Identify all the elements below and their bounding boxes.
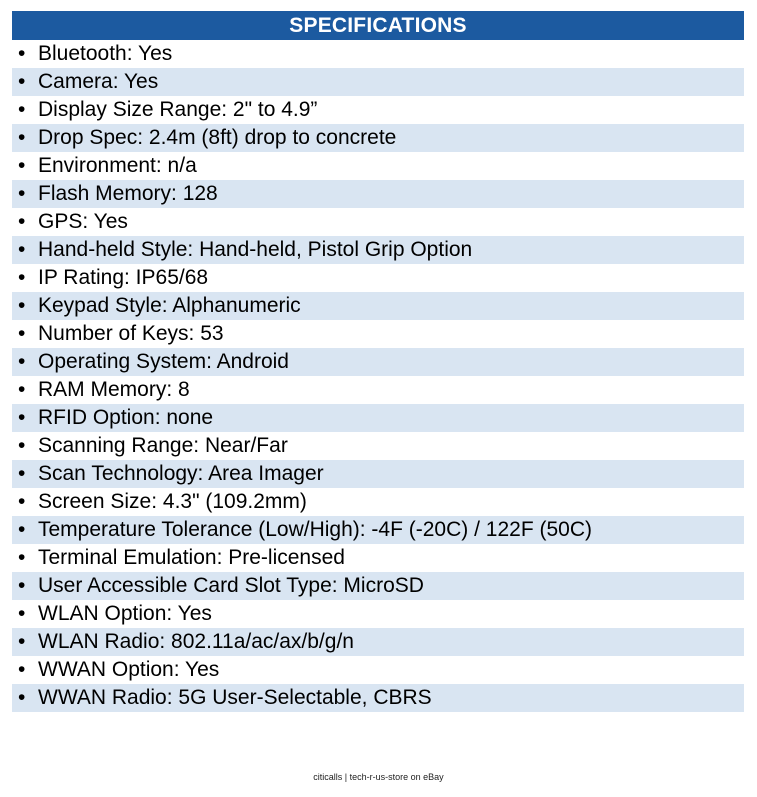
spec-row — [12, 432, 744, 460]
spec-row — [12, 236, 744, 264]
spec-row — [12, 152, 744, 180]
spec-text: WWAN Radio: 5G User-Selectable, CBRS — [38, 686, 432, 709]
spec-row — [12, 96, 744, 124]
bullet-icon: • — [18, 70, 26, 93]
bullet-icon: • — [18, 350, 26, 373]
specifications-list — [12, 40, 744, 712]
spec-row — [12, 628, 744, 656]
spec-text: Screen Size: 4.3" (109.2mm) — [38, 490, 307, 513]
spec-text: IP Rating: IP65/68 — [38, 266, 209, 289]
bullet-icon: • — [18, 658, 26, 681]
spec-row — [12, 376, 744, 404]
spec-row — [12, 208, 744, 236]
bullet-icon: • — [18, 42, 26, 65]
spec-row — [12, 292, 744, 320]
spec-text: Number of Keys: 53 — [38, 322, 224, 345]
bullet-icon: • — [18, 546, 26, 569]
spec-text: Keypad Style: Alphanumeric — [38, 294, 301, 317]
spec-row — [12, 320, 744, 348]
bullet-icon: • — [18, 294, 26, 317]
bullet-icon: • — [18, 574, 26, 597]
bullet-icon: • — [18, 182, 26, 205]
spec-text: WWAN Option: Yes — [38, 658, 220, 681]
spec-row — [12, 488, 744, 516]
bullet-icon: • — [18, 686, 26, 709]
spec-text: User Accessible Card Slot Type: MicroSD — [38, 574, 424, 597]
spec-row — [12, 348, 744, 376]
bullet-icon: • — [18, 462, 26, 485]
bullet-icon: • — [18, 602, 26, 625]
spec-row — [12, 656, 744, 684]
spec-text: Bluetooth: Yes — [38, 42, 173, 65]
bullet-icon: • — [18, 126, 26, 149]
bullet-icon: • — [18, 518, 26, 541]
bullet-icon: • — [18, 406, 26, 429]
spec-text: Operating System: Android — [38, 350, 289, 373]
spec-text: Temperature Tolerance (Low/High): -4F (-20C) / 122F (50C) — [38, 518, 592, 541]
bullet-icon: • — [18, 210, 26, 233]
spec-row — [12, 124, 744, 152]
spec-text: WLAN Radio: 802.11a/ac/ax/b/g/n — [38, 630, 354, 653]
spec-row — [12, 516, 744, 544]
spec-row — [12, 68, 744, 96]
spec-row — [12, 264, 744, 292]
bullet-icon: • — [18, 154, 26, 177]
bullet-icon: • — [18, 98, 26, 121]
bullet-icon: • — [18, 322, 26, 345]
spec-text: Flash Memory: 128 — [38, 182, 218, 205]
spec-text: Display Size Range: 2" to 4.9” — [38, 98, 318, 121]
spec-text: Scan Technology: Area Imager — [38, 462, 324, 485]
spec-text: Terminal Emulation: Pre-licensed — [38, 546, 345, 569]
spec-text: WLAN Option: Yes — [38, 602, 212, 625]
spec-row — [12, 460, 744, 488]
specifications-table — [12, 11, 744, 712]
spec-text: Drop Spec: 2.4m (8ft) drop to concrete — [38, 126, 397, 149]
footer-credit: citicalls | tech-r-us-store on eBay — [313, 772, 444, 782]
spec-text: Scanning Range: Near/Far — [38, 434, 288, 457]
spec-row — [12, 180, 744, 208]
spec-text: Environment: n/a — [38, 154, 197, 177]
spec-text: GPS: Yes — [38, 210, 128, 233]
spec-row — [12, 684, 744, 712]
bullet-icon: • — [18, 266, 26, 289]
spec-row — [12, 544, 744, 572]
bullet-icon: • — [18, 238, 26, 261]
bullet-icon: • — [18, 378, 26, 401]
specifications-header: SPECIFICATIONS — [12, 11, 744, 40]
spec-text: RFID Option: none — [38, 406, 214, 429]
spec-text: Hand-held Style: Hand-held, Pistol Grip Option — [38, 238, 473, 261]
bullet-icon: • — [18, 434, 26, 457]
bullet-icon: • — [18, 490, 26, 513]
spec-row — [12, 40, 744, 68]
spec-row — [12, 572, 744, 600]
spec-text: RAM Memory: 8 — [38, 378, 190, 401]
spec-text: Camera: Yes — [38, 70, 159, 93]
bullet-icon: • — [18, 630, 26, 653]
spec-row — [12, 600, 744, 628]
spec-row — [12, 404, 744, 432]
